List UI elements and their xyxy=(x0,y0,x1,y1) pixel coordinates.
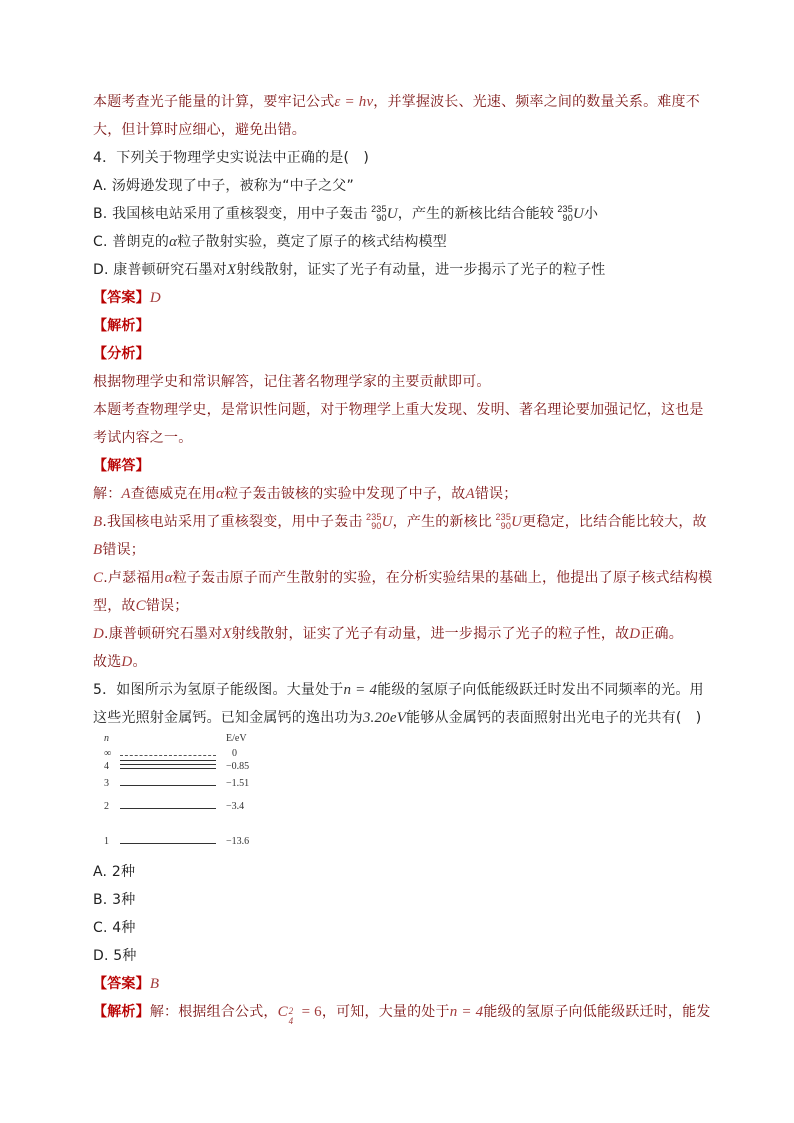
text: ，产生的新核比结合能较 xyxy=(397,206,554,222)
var: D xyxy=(121,654,133,670)
level-n-inf: ∞ xyxy=(104,748,112,759)
combination-formula xyxy=(277,1002,298,1026)
question-4-stem: 4．下列关于物理学史实说法中正确的是( ) xyxy=(93,150,370,166)
math: n = 4 xyxy=(343,682,378,698)
q4-fenxi-3: 考试内容之一。 xyxy=(93,430,193,446)
var: D xyxy=(93,626,105,642)
text: 错误； xyxy=(145,598,189,614)
nuclide-u235 xyxy=(558,204,573,224)
prev-analysis-line-1 xyxy=(93,92,700,112)
text: 解：根据组合公式， xyxy=(149,1004,278,1020)
question-5-stem-2 xyxy=(93,708,701,728)
text: 粒子散射实验，奠定了原子的核式结构模型 xyxy=(177,234,447,250)
energy-axis-label: E/eV xyxy=(226,733,247,744)
symbol: U xyxy=(572,206,585,222)
nuclide-u235 xyxy=(496,512,511,532)
text: C. 普朗克的 xyxy=(93,234,170,250)
alpha: α xyxy=(215,486,225,502)
q4-solution-d xyxy=(93,624,683,644)
q4-answer xyxy=(93,288,161,308)
text: ，并掌握波长、光速、频率之间的数量关系。难度不 xyxy=(373,94,700,110)
answer-tag: 【答案】 xyxy=(93,290,150,306)
level-e-3: −1.51 xyxy=(226,778,250,789)
text: 小 xyxy=(584,206,599,222)
jiexi-tag: 【解析】 xyxy=(93,1004,150,1020)
q4-solution-c-cont xyxy=(93,596,188,616)
text: 故选 xyxy=(93,654,122,670)
x-symbol: X xyxy=(222,626,232,642)
level-n-1: 1 xyxy=(104,836,109,847)
q4-solution-c xyxy=(93,568,712,588)
symbol: U xyxy=(386,206,398,222)
n-axis-label: n xyxy=(104,733,109,744)
text: 型，故 xyxy=(93,598,136,614)
level-line-5 xyxy=(120,764,216,765)
text: 能级的氢原子向低能级跃迁时，能发 xyxy=(483,1004,711,1020)
level-line-inf xyxy=(120,755,216,756)
atomic-number: 90 xyxy=(562,213,573,223)
formula: ε = hν xyxy=(334,94,374,110)
nuclide-u235 xyxy=(367,512,382,532)
text: .康普顿研究石墨对 xyxy=(104,626,223,642)
var: B xyxy=(93,542,103,558)
q4-fenxi-tag: 【分析】 xyxy=(93,346,150,362)
q4-option-c xyxy=(93,232,447,252)
q4-solution-a xyxy=(93,484,517,504)
q4-option-d xyxy=(93,260,605,280)
prev-analysis-line-2: 大，但计算时应细心，避免出错。 xyxy=(93,122,306,138)
text: ，可知，大量的处于 xyxy=(321,1004,450,1020)
level-line-3 xyxy=(120,785,216,786)
var: D xyxy=(629,626,641,642)
text: B. 我国核电站采用了重核裂变，用中子轰击 xyxy=(93,206,368,222)
q4-fenxi-2: 本题考查物理学史，是常识性问题，对于物理学上重大发现、发明、著名理论要加强记忆，这也是 xyxy=(93,402,704,418)
atomic-number: 90 xyxy=(371,521,382,531)
var: B xyxy=(93,514,103,530)
text: 射线散射，证实了光子有动量，进一步揭示了光子的粒子性，故 xyxy=(231,626,630,642)
sup: 2 xyxy=(288,1006,294,1016)
text: 解： xyxy=(93,486,122,502)
level-e-inf: 0 xyxy=(232,748,237,759)
q5-option-a: A. 2种 xyxy=(93,864,136,880)
equation: = 6 xyxy=(297,1004,322,1020)
text: 本题考查光子能量的计算，要牢记公式 xyxy=(93,94,335,110)
mass-number: 235 xyxy=(371,204,387,214)
c: C xyxy=(277,1004,288,1020)
symbol: U xyxy=(511,514,523,530)
level-line-1 xyxy=(120,843,216,844)
level-n-4: 4 xyxy=(104,761,109,772)
text: 粒子轰击原子而产生散射的实验，在分析实验结果的基础上，他提出了原子核式结构模 xyxy=(172,570,713,586)
x-symbol: X xyxy=(226,262,237,278)
level-e-4: −0.85 xyxy=(226,761,250,772)
alpha: α xyxy=(169,234,178,250)
text: 能级的氢原子向低能级跃迁时发出不同频率的光。用 xyxy=(377,682,704,698)
text: 错误； xyxy=(474,486,518,502)
mass-number: 235 xyxy=(366,512,382,522)
var: A xyxy=(121,486,131,502)
q4-option-a: A. 汤姆逊发现了中子，被称为“中子之父” xyxy=(93,178,354,194)
q4-jiexi-tag: 【解析】 xyxy=(93,318,150,334)
text: 正确。 xyxy=(640,626,683,642)
q5-answer xyxy=(93,974,159,994)
text: ，产生的新核比 xyxy=(392,514,493,530)
level-line-2 xyxy=(120,808,216,809)
text: 5．如图所示为氢原子能级图。大量处于 xyxy=(93,682,344,698)
mass-number: 235 xyxy=(495,512,512,522)
text: 更稳定，比结合能比较大，故 xyxy=(522,514,707,530)
q5-option-c: C. 4种 xyxy=(93,920,136,936)
atomic-number: 90 xyxy=(500,521,512,531)
q5-jiexi xyxy=(93,1002,711,1026)
q4-conclusion xyxy=(93,652,147,672)
text: 。 xyxy=(132,654,147,670)
text: 查德威克在用 xyxy=(130,486,216,502)
level-line-6 xyxy=(120,760,216,761)
text: 能够从金属钙的表面照射出光电子的光共有( ) xyxy=(406,710,702,726)
answer-value: D xyxy=(149,290,161,306)
answer-tag: 【答案】 xyxy=(93,976,150,992)
q4-option-b xyxy=(93,204,598,224)
text: 错误； xyxy=(102,542,145,558)
math: n = 4 xyxy=(449,1004,484,1020)
symbol: U xyxy=(381,514,393,530)
var: C xyxy=(135,598,146,614)
text: 粒子轰击铍核的实验中发现了中子，故 xyxy=(224,486,466,502)
sub: 4 xyxy=(288,1016,294,1026)
level-line-4 xyxy=(120,768,216,769)
text: .我国核电站采用了重核裂变，用中子轰击 xyxy=(102,514,363,530)
question-5-stem-1 xyxy=(93,680,704,700)
q4-solution-b xyxy=(93,512,707,532)
q4-fenxi-1: 根据物理学史和常识解答，记住著名物理学家的主要贡献即可。 xyxy=(93,374,491,390)
level-e-1: −13.6 xyxy=(226,836,250,847)
q4-jieda-tag: 【解答】 xyxy=(93,458,150,474)
answer-value: B xyxy=(149,976,160,992)
q5-option-b: B. 3种 xyxy=(93,892,136,908)
atomic-number: 90 xyxy=(376,213,387,223)
level-n-2: 2 xyxy=(104,801,109,812)
text: .卢瑟福用 xyxy=(103,570,165,586)
mass-number: 235 xyxy=(557,204,573,214)
math: 3.20eV xyxy=(362,710,407,726)
alpha: α xyxy=(164,570,173,586)
var: A xyxy=(465,486,475,502)
q5-option-d: D. 5种 xyxy=(93,948,137,964)
hydrogen-energy-level-diagram xyxy=(100,733,260,853)
level-e-2: −3.4 xyxy=(226,801,245,812)
level-n-3: 3 xyxy=(104,778,109,789)
text: 这些光照射金属钙。已知金属钙的逸出功为 xyxy=(93,710,363,726)
q4-solution-b-cont xyxy=(93,540,145,560)
text: D. 康普顿研究石墨对 xyxy=(93,262,227,278)
nuclide-u235 xyxy=(372,204,387,224)
text: 射线散射，证实了光子有动量，进一步揭示了光子的粒子性 xyxy=(236,262,606,278)
var: C xyxy=(93,570,104,586)
